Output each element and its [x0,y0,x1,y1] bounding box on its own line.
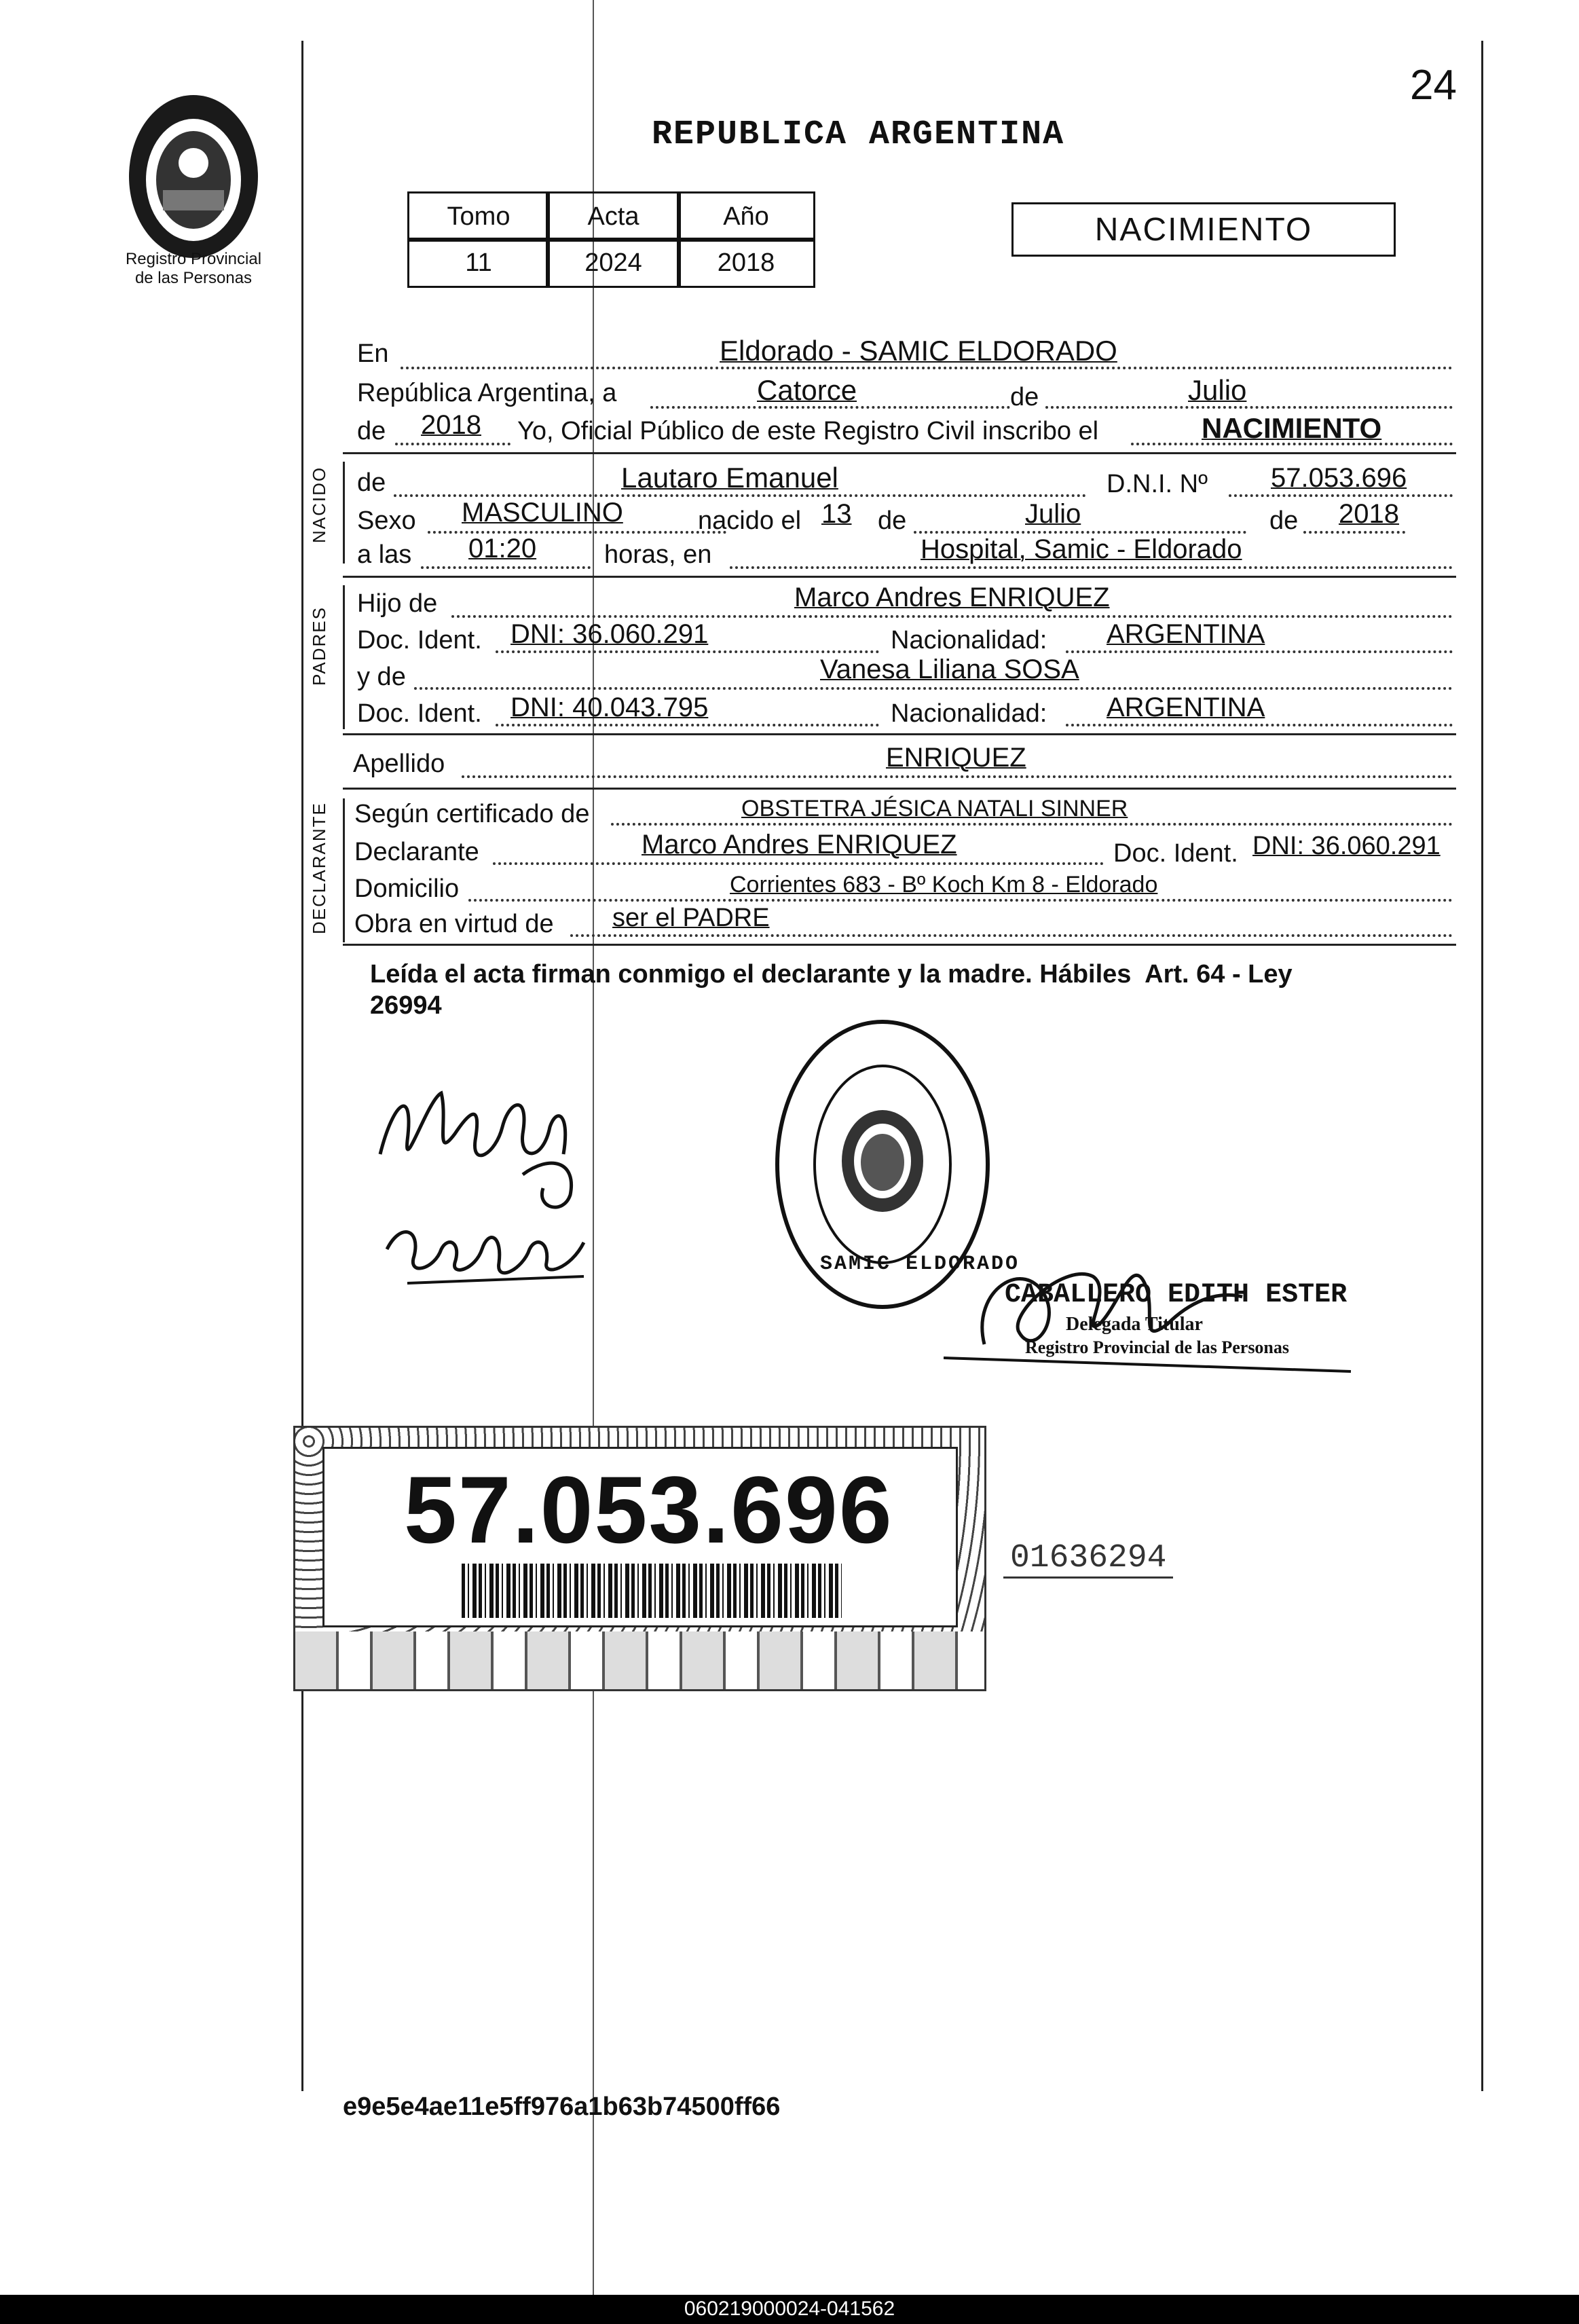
mother-nat-dots [1066,724,1453,726]
table-cell-tomo: 11 [407,238,550,288]
month-dots [1045,406,1453,409]
obra-dots [570,934,1453,937]
father-doc-value: DNI: 36.060.291 [510,619,709,649]
logo-emblem-icon [109,88,278,265]
section-rule-1 [343,452,1456,454]
republica-label: República Argentina, a [357,379,617,407]
body-day-value: Catorce [757,374,857,406]
declarante-section-label: DECLARANTE [309,802,329,934]
place-value: Hospital, Samic - Eldorado [921,534,1242,564]
section-rule-2 [343,576,1456,578]
cert-value: OBSTETRA JÉSICA NATALI SINNER [741,796,1128,822]
father-doc-label: Doc. Ident. [357,626,482,654]
body-month-value: Julio [1188,374,1247,406]
provincial-logo [109,88,278,265]
nacido-day-value: 13 [821,499,852,529]
decl-doc-value: DNI: 36.060.291 [1252,832,1441,860]
horas-label: horas, en [604,540,712,569]
dni-label-number: 57.053.696 [404,1456,893,1563]
alas-label: a las [357,540,412,569]
body-de-label: de [1010,383,1039,411]
decl-value: Marco Andres ENRIQUEZ [642,830,957,860]
sexo-value: MASCULINO [462,498,623,528]
page-number: 24 [1410,62,1457,109]
dni-barcode [462,1564,842,1618]
table-cell-acta: 2024 [546,238,681,288]
nacido-dni-value: 57.053.696 [1271,463,1407,493]
decl-label: Declarante [354,838,479,866]
nacido-year-value: 2018 [1339,499,1399,529]
record-type-box: NACIMIENTO [1011,202,1396,257]
dom-dots [468,899,1453,902]
sexo-label: Sexo [357,506,416,535]
yde-label: y de [357,663,406,691]
obra-label: Obra en virtud de [354,910,554,938]
mother-signature [380,1202,604,1304]
mother-doc-label: Doc. Ident. [357,699,482,728]
hijo-label: Hijo de [357,589,438,618]
table-header-anio: Año [677,191,815,242]
left-margin-rule [301,41,303,2091]
cert-label: Según certificado de [354,800,590,828]
year-dots [395,443,510,445]
mother-dots [414,687,1453,690]
father-doc-dots [496,650,879,653]
father-nat-value: ARGENTINA [1107,619,1265,649]
dom-label: Domicilio [354,874,460,903]
body-de2-label: de [357,417,386,445]
apellido-label: Apellido [353,750,445,778]
nacido-month-value: Julio [1025,499,1081,529]
section-rule-5 [343,944,1456,946]
father-value: Marco Andres ENRIQUEZ [794,583,1110,612]
table-header-tomo: Tomo [407,191,550,242]
apellido-dots [462,775,1453,778]
dni-label: D.N.I. Nº [1107,470,1208,498]
decl-doc-label: Doc. Ident. [1113,839,1238,868]
declarante-bracket [343,798,345,942]
decl-dots [493,862,1104,865]
closing-line1: Leída el acta firman conmigo el declarante y la madre. Hábiles Art. 64 - Ley [370,960,1293,989]
dni-security-label [293,1426,986,1691]
section-rule-4 [343,788,1456,790]
obra-value: ser el PADRE [612,904,770,932]
nacido-name-value: Lautaro Emanuel [621,462,838,494]
padres-section-label: PADRES [309,606,329,686]
name-dots [394,494,1086,497]
dni-dots [1229,494,1453,497]
security-strip [295,1631,984,1689]
right-margin-rule [1481,41,1483,2091]
cert-dots [611,823,1453,826]
mother-nat-label: Nacionalidad: [891,699,1047,728]
table-cell-anio: 2018 [677,238,815,288]
closing-line2: 26994 [370,991,442,1020]
place-dots [730,566,1453,569]
nacido-el-label: nacido el [698,506,802,535]
nacido-de-label-3: de [1269,506,1299,535]
mother-nat-value: ARGENTINA [1107,693,1265,722]
father-dots [451,615,1453,618]
apellido-value: ENRIQUEZ [886,743,1026,773]
father-nat-label: Nacionalidad: [891,626,1047,654]
inscribo-label: Yo, Oficial Público de este Registro Civil inscribo el [517,417,1099,445]
mother-doc-value: DNI: 40.043.795 [510,693,709,722]
nacido-section-label: NACIDO [309,466,329,543]
father-nat-dots [1066,650,1453,653]
nacido-year-dots [1303,531,1405,534]
logo-caption-line1: Registro Provincial [125,250,262,268]
logo-caption-line2: de las Personas [134,269,253,287]
mother-doc-dots [496,724,879,726]
nacido-de-label: de [357,468,386,497]
dom-value: Corrientes 683 - Bº Koch Km 8 - Eldorado [730,872,1158,898]
body-year-value: 2018 [421,410,481,440]
inscribo-value: NACIMIENTO [1202,412,1382,444]
official-office: Registro Provincial de las Personas [1025,1338,1290,1357]
en-value: Eldorado - SAMIC ELDORADO [720,335,1117,367]
document-hash: e9e5e4ae11e5ff976a1b63b74500ff66 [343,2092,781,2121]
nacido-de-label-2: de [878,506,907,535]
padres-bracket [343,585,345,729]
seal-inner-text: SAMIC ELDORADO [820,1253,1020,1276]
nacido-bracket [343,462,345,564]
en-label: En [357,339,389,368]
mother-value: Vanesa Liliana SOSA [820,654,1079,684]
page-title: REPUBLICA ARGENTINA [652,115,1065,154]
table-header-acta: Acta [546,191,681,242]
time-dots [421,566,591,569]
official-name: CABALLERO EDITH ESTER [1005,1280,1348,1310]
nacido-month-dots [914,531,1246,534]
time-value: 01:20 [468,534,537,564]
footer-code: 060219000024-041562 [684,2298,895,2320]
section-rule-3 [343,733,1456,735]
official-title: Delegada Titular [1066,1314,1203,1335]
serial-number: 01636294 [1003,1540,1173,1579]
logo-caption [88,250,299,288]
